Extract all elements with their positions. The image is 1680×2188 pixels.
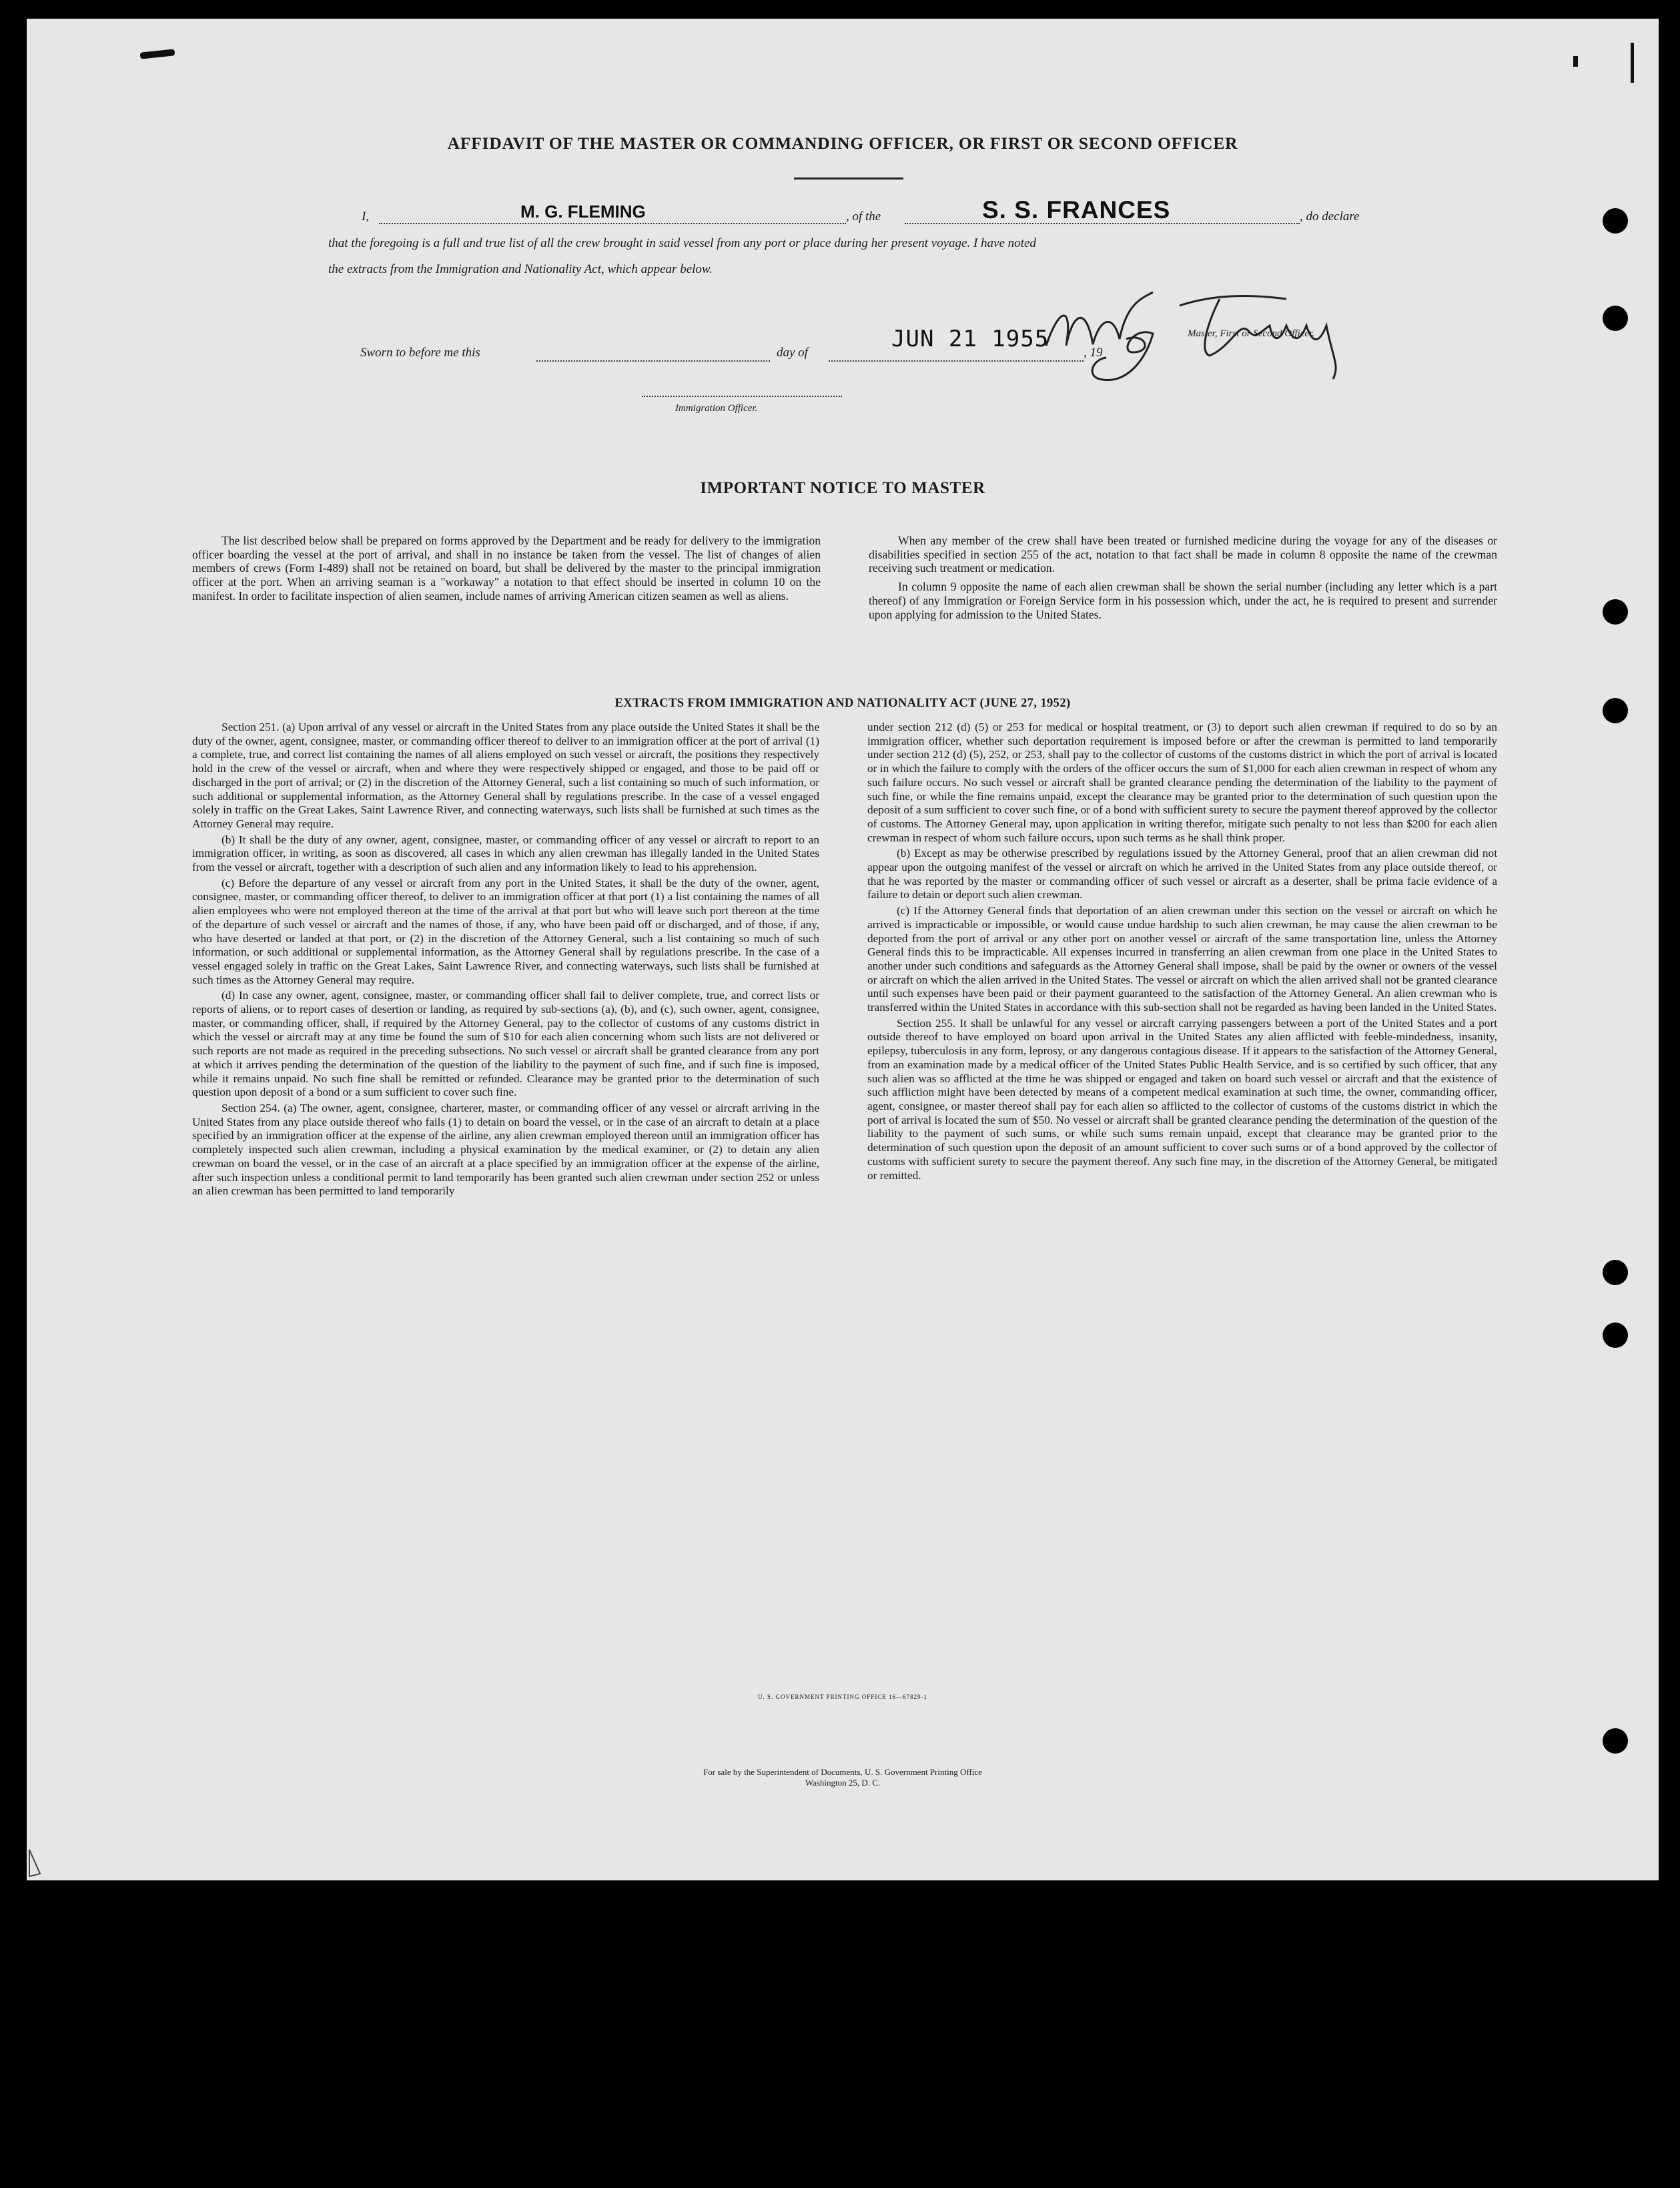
- day-of-label: day of: [777, 346, 808, 360]
- sworn-date: JUN 21 1955: [891, 326, 1049, 352]
- vessel-name: S. S. FRANCES: [982, 196, 1171, 224]
- do-declare-label: , do declare: [1300, 210, 1360, 224]
- notice-left: [192, 534, 821, 603]
- corner-fold-mark: [27, 1847, 53, 1880]
- section-251-c: (c) Before the departure of any vessel or aircraft from any port in the United States, it shall be the duty of the owner, agent, consignee, master, or commanding officer thereof, to deliver to an immigration officer at that port (1) a list containing the names of all alien employees who were not employed thereon at the time of the arrival at that port but who will leave such port thereon at the time of the departure of such vessel or aircraft and the names of those, if any, who have been paid off or discharged, and of those, if any, who have deserted or landed at that port, or (2) in the discretion of the Attorney General, such a list containing so much of such information, or such additional or supplemental information, as the Attorney General shall by regulations prescribe. In the case of a vessel engaged solely in traffic on the Great Lakes, Saint Lawrence River, and connecting waterways, such lists shall be furnished at such times as the Attorney General may require.: [192, 876, 819, 986]
- form-sheet: [27, 19, 1659, 1880]
- notice-right-paragraph-1: When any member of the crew shall have been treated or furnished medicine during the voyage for any of the diseases or disabilities specified in section 255 of the act, notation to that fact shall be made in column 8 opposite the name of the crewman receiving such treatment or medication.: [869, 534, 1497, 575]
- signer-caption: Master, First or Second Officer.: [1188, 328, 1314, 339]
- affidavit-title: AFFIDAVIT OF THE MASTER OR COMMANDING OFFICER, OR FIRST OR SECOND OFFICER: [447, 133, 1238, 153]
- extracts-title: EXTRACTS FROM IMMIGRATION AND NATIONALITY ACT (JUNE 27, 1952): [614, 697, 1071, 710]
- extracts-right-column: [867, 721, 1497, 1184]
- declaration-line-1: that the foregoing is a full and true list of all the crew brought in said vessel from any port or place during her present voyage. I have noted: [328, 236, 1036, 250]
- section-251-b: (b) It shall be the duty of any owner, agent, consignee, master, or commanding officer of any vessel or aircraft to report to an immigration officer, in writing, as soon as discovered, all cases in which any alien crewman has illegally landed in the United States from the vessel or aircraft, together with a description of such alien and any information likely to lead to his apprehension.: [192, 833, 819, 874]
- printing-office-line: U. S. GOVERNMENT PRINTING OFFICE 16—67829-1: [757, 1694, 928, 1700]
- notice-right-paragraph-2: In column 9 opposite the name of each alien crewman shall be shown the serial number (including any letter which is a part thereof) of any Immigration or Foreign Service form in his possession which, under the act, he is required to present and surrender upon applying for admission to the United States.: [869, 580, 1497, 621]
- of-the-label: , of the: [846, 210, 881, 224]
- declaration-line-2: the extracts from the Immigration and Nationality Act, which appear below.: [328, 262, 713, 276]
- extracts-left-column: [192, 721, 819, 1200]
- notice-right: [869, 534, 1497, 621]
- scan-mark: [140, 49, 175, 59]
- notice-left-paragraph: The list described below shall be prepared on forms approved by the Department and be ready for delivery to the immigration officer boarding the vessel at the port of arrival, and shall in no instance be taken from the vessel. The list of changes of alien members of crews (Form I-489) shall not be retained on board, but shall be delivered by the master to the principal immigration officer at the port. When an arriving seaman is a "workaway" a notation to that effect should be inserted in column 10 on the manifest. In order to facilitate inspection of alien seamen, include names of arriving American citizen seamen as well as aliens.: [192, 534, 821, 603]
- officer-caption: Immigration Officer.: [675, 403, 758, 414]
- section-254-a: Section 254. (a) The owner, agent, consignee, charterer, master, or commanding officer of any vessel or aircraft arriving in the United States from any place outside thereof who fails (1) to detain on board the vessel, or in the case of an aircraft to detain at a place specified by an immigration officer at the expense of the airline, any alien crewman employed thereon until an immigration officer has completely inspected such alien crewman, including a physical examination by the medical examiner, or (2) to detain any alien crewman on board the vessel, or in the case of an aircraft at a place specified by an immigration officer at the expense of the airline, after such inspection unless a conditional permit to land temporarily has been granted such alien crewman under section 252 or unless an alien crewman has been permitted to land temporarily: [192, 1101, 819, 1198]
- year-prefix: , 19: [1084, 346, 1103, 360]
- section-251-a: Section 251. (a) Upon arrival of any vessel or aircraft in the United States from any place outside the United States it shall be the duty of the owner, agent, consignee, master, or commanding officer thereof to deliver to an immigration officer at the port of arrival (1) a complete, true, and correct list containing the names of all aliens employed on such vessel or aircraft, the positions they respectively hold in the crew of the vessel or aircraft, when and where they were respectively shipped or engaged, and those to be paid off or discharged in the port of arrival; or (2) in the discretion of the Attorney General, such a list containing so much of such information, or such additional or supplemental information, as the Attorney General shall by regulations prescribe. In the case of a vessel engaged solely in traffic on the Great Lakes, Saint Lawrence River, and connecting waterways, such lists shall be furnished at such times as the Attorney General may require.: [192, 721, 819, 830]
- name-line: [379, 223, 846, 224]
- sale-line-2: Washington 25, D. C.: [805, 1778, 881, 1788]
- section-254-b: (b) Except as may be otherwise prescribed by regulations issued by the Attorney General, proof that an alien crewman did not appear upon the outgoing manifest of the vessel or aircraft on which he arrived in the United States from any place outside thereof, or that he was reported by the master or commanding officer of such vessel or aircraft as a deserter, shall be prima facie evidence of a failure to detain or deport such alien crewman.: [867, 847, 1497, 901]
- notice-title: IMPORTANT NOTICE TO MASTER: [700, 479, 985, 497]
- title-rule: [794, 177, 903, 179]
- punch-hole: [1603, 698, 1628, 723]
- section-251-d: (d) In case any owner, agent, consignee, master, or commanding officer shall fail to deliver complete, true, and correct lists or reports of aliens, or to report cases of desertion or landing, as required by sub-sections (a), (b), and (c), such owner, agent, consignee, master, or commanding officer, shall, if required by the Attorney General, pay to the collector of customs of any customs district in which the vessel or aircraft may at any time be found the sum of $10 for each alien concerning whom such lists are not delivered or such reports are not made as required in the preceding subsections. No such vessel or aircraft shall be granted clearance from any port at which it arrives pending the determination of the question of the liability to the payment of such fine, and if such fine is imposed, while it remains unpaid. No such fine shall be remitted or refunded. Clearance may be granted prior to the determination of such question upon deposit of a bond or a sum sufficient to cover such fine.: [192, 989, 819, 1099]
- scan-mark: [1631, 43, 1634, 83]
- section-254-a-continued: under section 212 (d) (5) or 253 for medical or hospital treatment, or (3) to deport such alien crewman if required to do so by an immigration officer, whether such deportation requirement is imposed before or after the crewman is permitted to land temporarily under section 212 (d) (5), 252, or 253, shall pay to the collector of customs of the customs district in which the port of arrival is located or in which the failure to comply with the orders of the officer occurs the sum of $1,000 for each alien crewman in respect of whom any such failure occurs. No such vessel or aircraft shall be granted clearance pending the determination of the liability to the payment of such fine, or while the fine remains unpaid, except the clearance may be granted prior to the determination of such question upon the deposit of a sum sufficient to cover such fine, or of a bond with sufficient surety to secure the payment thereof approved by the collector of customs. The Attorney General may, upon application in writing therefor, mitigate such penalty to not less than $200 for each alien crewman in respect of whom such failure occurs, upon such terms as he shall think proper.: [867, 721, 1497, 844]
- punch-hole: [1603, 599, 1628, 625]
- section-254-c: (c) If the Attorney General finds that deportation of an alien crewman under this section on the vessel or aircraft on which he arrived is impracticable or impossible, or would cause undue hardship to such alien crewman, he may cause the alien crewman to be deported from the port of arrival or any other port on another vessel or aircraft of the same transportation line, unless the Attorney General finds this to be impracticable. All expenses incurred in transferring an alien crewman from one place in the United States to another under such conditions and safeguards as the Attorney General shall impose, shall be paid by the owner or owners of the vessel or aircraft on which the alien arrived in the United States. The vessel or aircraft on which the alien arrived shall not be granted clearance until such expenses have been paid or their payment guaranteed to the satisfaction of the Attorney General. An alien crewman who is transferred within the United States in accordance with this sub-section shall not be regarded as having been landed in the United States.: [867, 904, 1497, 1014]
- scan-mark: [1573, 56, 1578, 67]
- punch-hole: [1603, 1260, 1628, 1285]
- officer-signature-line: [642, 396, 842, 397]
- punch-hole: [1603, 1323, 1628, 1348]
- sale-line-1: For sale by the Superintendent of Documents, U. S. Government Printing Office: [703, 1767, 982, 1777]
- date-line: [829, 360, 1084, 362]
- sworn-day-line: [536, 360, 770, 362]
- section-255: Section 255. It shall be unlawful for any vessel or aircraft carrying passengers between a port of the United States and a port outside thereof to have employed on board upon arrival in the United States any alien afflicted with feeble-mindedness, insanity, epilepsy, tuberculosis in any form, leprosy, or any dangerous contagious disease. If it appears to the satisfaction of the Attorney General, from an examination made by a medical officer of the United States Public Health Service, and is so certified by such officer, that any such alien was so afflicted at the time he was shipped or engaged and taken on board such vessel or aircraft and that the existence of such affliction might have been detected by means of a competent medical examination at such time, the owner, commanding officer, agent, consignee, or master thereof shall pay for each alien so afflicted to the collector of customs of the customs district in which the port of arrival is located the sum of $50. No vessel or aircraft shall be granted clearance pending the determination of the question of the liability to the payment of such sums, or while such sums remain unpaid, except that clearance may be granted prior to the determination of such question upon the deposit of an amount sufficient to cover such sums or of a bond approved by the collector of customs with sufficient surety to secure the payment thereof. Any such fine may, in the discretion of the Attorney General, be mitigated or remitted.: [867, 1016, 1497, 1182]
- master-name: M. G. FLEMING: [520, 202, 646, 222]
- punch-hole: [1603, 208, 1628, 234]
- punch-hole: [1603, 306, 1628, 331]
- punch-hole: [1603, 1728, 1628, 1754]
- sworn-label: Sworn to before me this: [360, 346, 480, 360]
- i-label: I,: [362, 210, 370, 224]
